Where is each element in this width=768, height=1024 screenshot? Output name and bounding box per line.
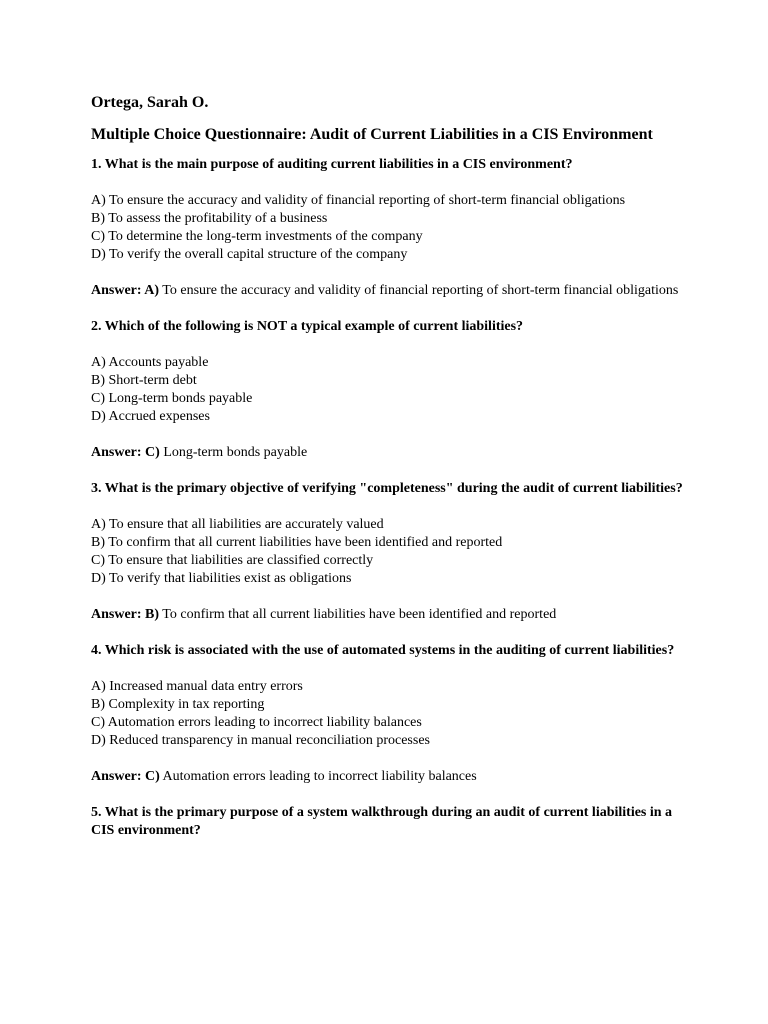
question-text: 5. What is the primary purpose of a system walkthrough during an audit of current liabilities in a CIS environment?: [91, 805, 673, 838]
option-b: B) Short-term debt: [91, 373, 197, 388]
options-list: [91, 354, 691, 426]
author-name: Ortega, Sarah O.: [91, 94, 209, 111]
question-text: 3. What is the primary objective of verifying "completeness" during the audit of current liabilities?: [91, 481, 683, 496]
option-b: B) Complexity in tax reporting: [91, 697, 265, 712]
answer: [91, 282, 691, 300]
answer: [91, 606, 691, 624]
question-1: [91, 156, 691, 300]
option-c: C) Automation errors leading to incorrect liability balances: [91, 715, 422, 730]
question-5: [91, 804, 691, 840]
option-c: C) To determine the long-term investments of the company: [91, 229, 423, 244]
options-list: [91, 678, 691, 750]
answer-text: Long-term bonds payable: [159, 445, 308, 460]
answer-label: Answer: B): [91, 607, 160, 622]
question-3: [91, 480, 691, 624]
option-b: B) To confirm that all current liabilities have been identified and reported: [91, 535, 503, 550]
options-list: [91, 516, 691, 588]
document-page: [91, 93, 691, 858]
options-list: [91, 192, 691, 264]
option-a: A) Accounts payable: [91, 355, 209, 370]
question-text: 2. Which of the following is NOT a typical example of current liabilities?: [91, 319, 524, 334]
answer: [91, 444, 691, 462]
answer-label: Answer: A): [91, 283, 160, 298]
option-c: C) To ensure that liabilities are classified correctly: [91, 553, 374, 568]
answer-text: Automation errors leading to incorrect liability balances: [159, 769, 477, 784]
option-d: D) To verify that liabilities exist as obligations: [91, 571, 352, 586]
option-d: D) Reduced transparency in manual reconciliation processes: [91, 733, 430, 748]
option-d: D) To verify the overall capital structure of the company: [91, 247, 408, 262]
question-text: 1. What is the main purpose of auditing current liabilities in a CIS environment?: [91, 157, 573, 172]
option-a: A) To ensure that all liabilities are accurately valued: [91, 517, 384, 532]
question-4: [91, 642, 691, 786]
option-b: B) To assess the profitability of a business: [91, 211, 328, 226]
answer-label: Answer: C): [91, 445, 160, 460]
document-title: Multiple Choice Questionnaire: Audit of Current Liabilities in a CIS Environment: [91, 126, 653, 143]
option-a: A) Increased manual data entry errors: [91, 679, 303, 694]
answer: [91, 768, 691, 786]
question-text: 4. Which risk is associated with the use of automated systems in the auditing of current liabilities?: [91, 643, 675, 658]
answer-text: To confirm that all current liabilities have been identified and reported: [159, 607, 557, 622]
answer-text: To ensure the accuracy and validity of financial reporting of short-term financial obligations: [159, 283, 679, 298]
question-2: [91, 318, 691, 462]
option-a: A) To ensure the accuracy and validity of financial reporting of short-term financial obligations: [91, 193, 626, 208]
answer-label: Answer: C): [91, 769, 160, 784]
option-d: D) Accrued expenses: [91, 409, 210, 424]
option-c: C) Long-term bonds payable: [91, 391, 253, 406]
